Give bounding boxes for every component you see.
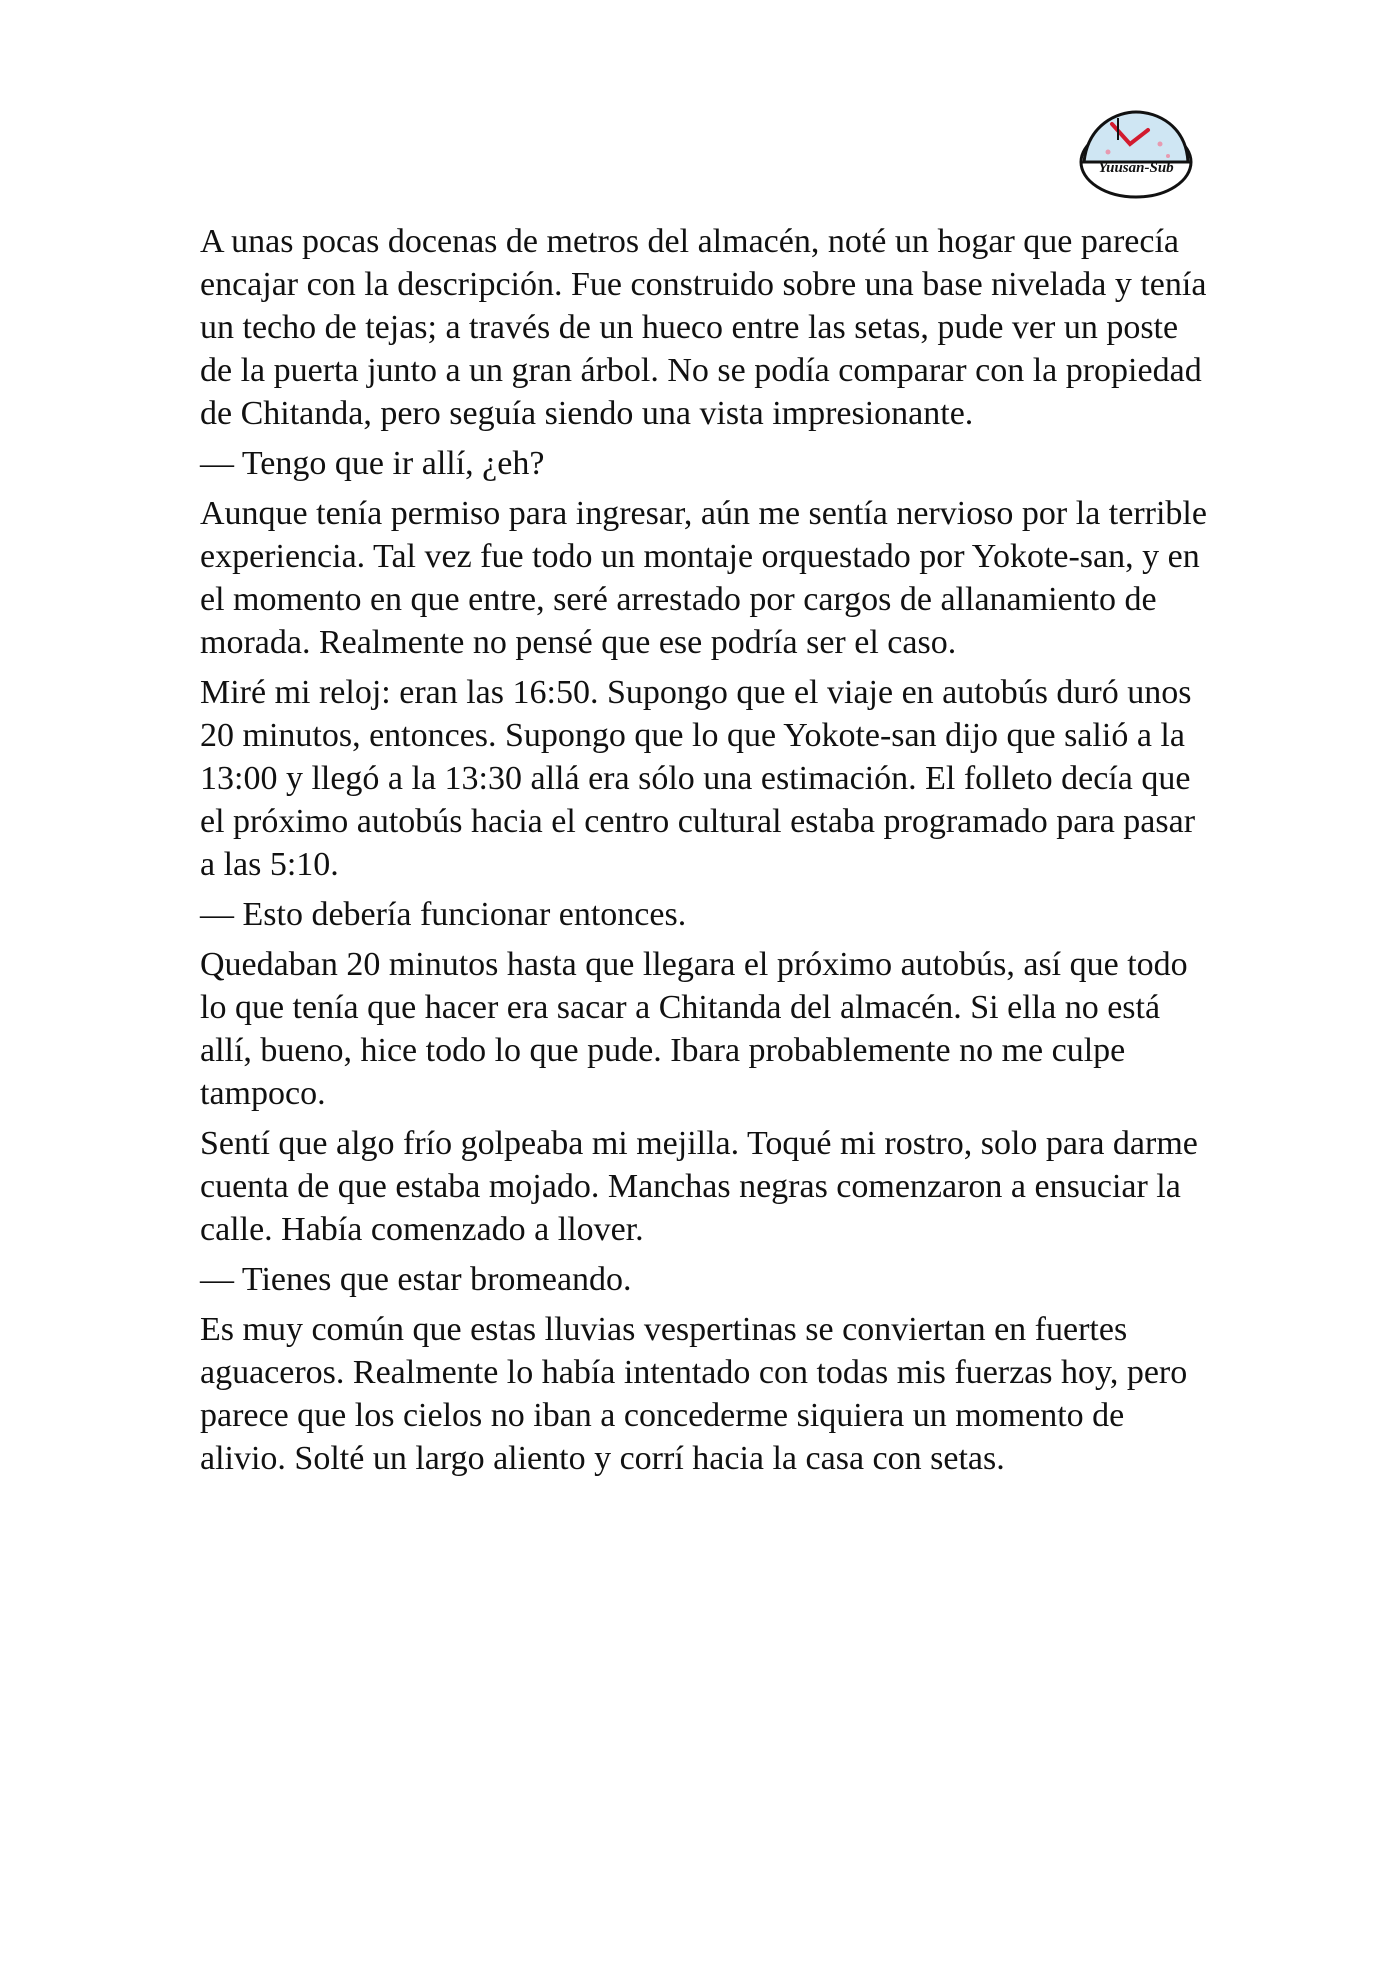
paragraph: Es muy común que estas lluvias vespertinas se conviertan en fuertes aguaceros. Realmente lo había intentado con todas mis fuerzas hoy, pero parece que los cielos no iban a concederme siquiera un momento de alivio. Solté un largo aliento y corrí hacia la casa con setas.: [200, 1311, 1188, 1477]
logo-badge-icon: [1078, 104, 1194, 200]
yuusan-sub-logo: [1078, 104, 1194, 200]
paragraph: — Esto debería funcionar entonces.: [200, 896, 687, 933]
paragraph: — Tienes que estar bromeando.: [200, 1261, 632, 1298]
paragraph: Sentí que algo frío golpeaba mi mejilla. Toqué mi rostro, solo para darme cuenta de que estaba mojado. Manchas negras comenzaron a ensuciar la calle. Había comenzado a llover.: [200, 1125, 1198, 1248]
paragraph: Aunque tenía permiso para ingresar, aún me sentía nervioso por la terrible experiencia. Tal vez fue todo un montaje orquestado por Yokote-san, y en el momento en que entre, seré arrestado por cargos de allanamiento de morada. Realmente no pensé que ese podría ser el caso.: [200, 495, 1207, 661]
paragraph: Quedaban 20 minutos hasta que llegara el próximo autobús, así que todo lo que tenía que hacer era sacar a Chitanda del almacén. Si ella no está allí, bueno, hice todo lo que pude. Ibara probablemente no me culpe tampoco.: [200, 946, 1188, 1112]
paragraph: — Tengo que ir allí, ¿eh?: [200, 445, 545, 482]
paragraph: A unas pocas docenas de metros del almacén, noté un hogar que parecía encajar con la descripción. Fue construido sobre una base nivelada y tenía un techo de tejas; a través de un hueco entre las setas, pude ver un poste de la puerta junto a un gran árbol. No se podía comparar con la propiedad de Chitanda, pero seguía siendo una vista impresionante.: [200, 223, 1207, 432]
logo-text: Yuusan-Sub: [1098, 160, 1174, 176]
document-body: [200, 220, 1210, 1487]
paragraph: Miré mi reloj: eran las 16:50. Supongo que el viaje en autobús duró unos 20 minutos, entonces. Supongo que lo que Yokote-san dijo que salió a la 13:00 y llegó a la 13:30 allá era sólo una estimación. El folleto decía que el próximo autobús hacia el centro cultural estaba programado para pasar a las 5:10.: [200, 674, 1196, 883]
